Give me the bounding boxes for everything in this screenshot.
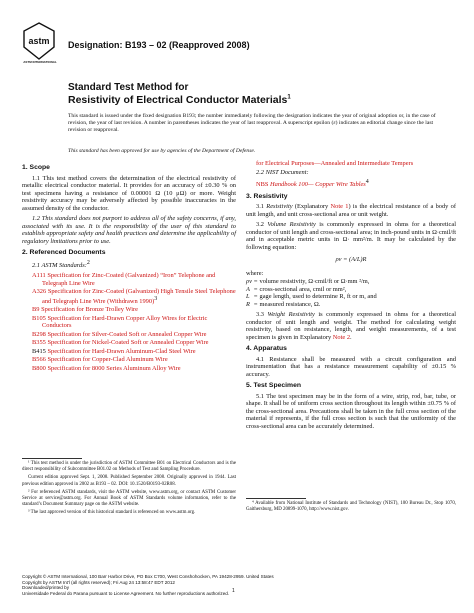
reference-title[interactable]: Specification for Silver-Coated Soft or Annealed Copper Wire: [47, 330, 207, 338]
resistivity-3-1: [246, 203, 456, 218]
reference-code[interactable]: B800: [32, 364, 46, 372]
right-column: [246, 160, 456, 433]
designation: Designation: B193 – 02 (Reapproved 2008): [68, 40, 250, 50]
variable-row: [246, 301, 379, 309]
reference-item[interactable]: [22, 331, 236, 339]
footnote-3: ³ The last approved version of this historical standard is referenced on www.astm.org.: [28, 510, 196, 516]
equals: =: [253, 278, 258, 286]
reference-title[interactable]: Specification for Copper-Clad Aluminum Wire: [47, 356, 168, 364]
reference-title[interactable]: Specification for Hard-Drawn Copper Alloy Wires for Electric Conductors: [42, 314, 208, 330]
reference-code: B415: [32, 347, 46, 355]
variable-symbol: L: [246, 293, 250, 301]
dod-approval-note: This standard has been approved for use by agencies of the Department of Defense.: [68, 148, 256, 154]
reference-code[interactable]: A111: [32, 272, 46, 280]
variable-definition: gage length, used to determine R, ft or m, and: [259, 293, 377, 301]
reference-list: [22, 272, 236, 372]
section-referenced-heading: 2. Referenced Documents: [22, 249, 106, 256]
nist-subheading: [246, 169, 456, 177]
footnote-1: ¹ This test method is under the jurisdiction of ASTM Committee B01 on Electrical Conductors and is the direct responsibility of Subcommittee B01.02 on Methods of Test and Sampling Procedure.: [22, 461, 236, 473]
nist-footnote-mark: 4: [365, 179, 369, 185]
footnote-1-edition: Current edition approved Sept. 1, 2008. Published September 2008. Originally approved in 1944. Last previous edition approved in 2002 as B193 – 02. DOI: 10.1520/B0193-02R08.: [22, 475, 236, 487]
left-column: [22, 160, 236, 373]
nist-title[interactable]: Handbook 100— Copper Wire Tables: [270, 181, 366, 189]
footnotes-right: [246, 498, 456, 515]
para-text: .: [350, 333, 352, 341]
para-text: is commonly expressed in ohms for a theoretical conductor of unit length and weight. The method for calculating weight resistivity, based on resistance, length, and weight measurements, of a test specimen is given in Explanatory: [246, 311, 456, 341]
issuance-note: This standard is issued under the fixed designation B193; the number immediately following the designation indicates the year of original adoption or, in the case of revision, the year of last revision. A number in parentheses indicates the year of last reapproval. A superscript epsilon (ε) indicates an editorial change since the last revision or reapproval.: [68, 113, 436, 134]
variable-row: [246, 286, 379, 294]
page-footer: [22, 574, 452, 596]
nist-code[interactable]: NBS: [256, 181, 269, 189]
reference-code[interactable]: B9: [32, 306, 40, 314]
title-footnote-mark: 1: [287, 94, 291, 101]
variable-symbol: R: [246, 300, 250, 308]
standard-title: [68, 94, 291, 106]
reference-title[interactable]: Specification for 8000 Series Aluminum Alloy Wire: [47, 364, 181, 372]
variable-definition: volume resistivity, Ω·cmil/ft or Ω·mm ²/m,: [259, 278, 370, 286]
variable-definitions: [246, 278, 379, 308]
apparatus-4-1: 4.1 Resistance shall be measured with a circuit configuration and instrumentation that has a resistance measurement capability of ±0.15 % accuracy.: [246, 355, 456, 378]
section-resistivity-heading: 3. Resistivity: [246, 192, 288, 200]
astm-standards-label: 2.1 ASTM Standards:: [32, 261, 87, 269]
section-apparatus-heading: 4. Apparatus: [246, 345, 287, 353]
para-text: (Explanatory: [292, 203, 331, 211]
term: Resistivity: [266, 203, 293, 211]
para-number: 3.3: [256, 311, 268, 319]
svg-text:astm: astm: [28, 36, 50, 46]
reference-title-cont[interactable]: for Electrical Purposes—Annealed and Intermediate Tempers: [256, 160, 414, 167]
para-text: is commonly expressed in ohms for a theoretical conductor of unit length and cross-sectional area; in inch-pound units in Ω·cmil/ft and in acceptable metric units in Ω· mm²/m. It may be calculated by the following equation:: [246, 221, 456, 251]
license-line: Copyright by ASTM Int'l (all rights reserved); Fri Aug 24 13:58:47 EDT 2012: [22, 579, 175, 585]
reference-item[interactable]: [22, 306, 236, 314]
para-text: ) is the electrical resistance of a body of unit length, and unit cross-sectional area or unit weight.: [246, 203, 457, 218]
reference-title[interactable]: Specification for Zinc-Coated (Galvanized) “Iron” Telephone and Telegraph Line Wire: [42, 272, 216, 287]
logo-caption: ASTM INTERNATIONAL: [23, 60, 57, 64]
reference-code[interactable]: B105: [32, 314, 46, 322]
reference-title[interactable]: Specification for Bronze Trolley Wire: [41, 306, 138, 314]
nist-reference[interactable]: [246, 179, 456, 189]
reference-code[interactable]: B298: [32, 330, 46, 338]
reference-code[interactable]: B566: [32, 356, 46, 364]
footnotes-left: [22, 458, 236, 519]
reference-item[interactable]: [22, 348, 236, 356]
para-number: 3.1: [256, 203, 267, 211]
page-number: 1: [232, 588, 235, 594]
variable-symbol: ρv: [246, 278, 252, 286]
reference-footnote-mark: 3: [154, 295, 158, 302]
variable-row: [246, 293, 379, 301]
reference-item[interactable]: [22, 365, 236, 373]
standard-pre-title: Standard Test Method for: [68, 82, 189, 93]
scope-1-1: 1.1 This test method covers the determination of the electrical resistivity of metallic electrical conductor material. It provides for an accuracy of ±0.30 % on test specimens having a resistance of 0.00001 Ω (10 μΩ) or more. Weight resistivity accuracy may be adversely affected by possible inaccuracies in the assumed density of the conductor.: [22, 174, 236, 212]
reference-title[interactable]: Specification for Hard-Drawn Aluminum-Clad Steel Wire: [47, 347, 196, 355]
reference-item[interactable]: [22, 288, 236, 305]
equals: =: [253, 285, 258, 293]
download-line: Downloaded/printed by: [22, 585, 69, 591]
reference-item[interactable]: [22, 339, 236, 347]
variable-row: [246, 278, 379, 286]
standard-title-text: Resistivity of Electrical Conductor Materials: [68, 94, 288, 106]
note-link[interactable]: Note 2: [332, 333, 351, 341]
reference-item[interactable]: [22, 315, 236, 330]
reference-title[interactable]: Specification for Zinc-Coated (Galvanized) High Tensile Steel Telephone and Telegraph Line Wire (Withdrawn 1990): [42, 288, 236, 305]
footnote-4: ⁴ Available from National Institute of Standards and Technology (NIST), 100 Bureau Dr., Stop 1070, Gaithersburg, MD 20899-1070, http://www.nist.gov.: [246, 501, 456, 513]
equals: =: [253, 293, 258, 301]
reference-code[interactable]: A326: [32, 288, 47, 296]
scope-1-2: 1.2 This standard does not purport to address all of the safety concerns, if any, associated with its use. It is the responsibility of the user of this standard to establish appropriate safety and health practices and determine the applicability of regulatory limitations prior to use.: [22, 215, 236, 245]
variable-definition: cross-sectional area, cmil or mm²,: [259, 285, 347, 293]
reference-continuation[interactable]: [246, 160, 456, 168]
term: Weight Resistivity: [267, 311, 315, 319]
volume-resistivity-formula: ρv = (A/L)R: [335, 256, 367, 264]
nist-label: 2.2 NIST Document:: [256, 168, 309, 176]
reference-item[interactable]: [22, 272, 236, 287]
astm-logo: [22, 22, 56, 62]
specimen-5-1: 5.1 The test specimen may be in the form of a wire, strip, rod, bar, tube, or shape. It shall be of uniform cross section throughout its length within ±0.75 % of the cross-sectional area. Precautions shall be taken in the full cross section of the material if represents, if the full cross section is such that the uniformity of the cross-sectional area can be accurately determined.: [246, 392, 456, 430]
astm-standards-fn: 2: [86, 259, 90, 266]
section-specimen-heading: 5. Test Specimen: [246, 382, 302, 390]
resistivity-3-3: [246, 311, 456, 341]
copyright-line: Copyright © ASTM International, 100 Barr Harbor Drive, PO Box C700, West Conshohocken, PA 19428-2959. United States: [22, 574, 274, 579]
para-number: 3.2: [256, 221, 268, 229]
variable-symbol: A: [246, 285, 250, 293]
variable-definition: measured resistance, Ω.: [259, 300, 321, 308]
equals: =: [253, 300, 258, 308]
astm-standards-subheading: [22, 260, 236, 270]
where-label: where:: [246, 269, 264, 277]
reference-title[interactable]: Specification for Nickel-Coated Soft or Annealed Copper Wire: [47, 339, 209, 347]
footnote-2: ² For referenced ASTM standards, visit the ASTM website, www.astm.org, or contact ASTM Customer Service at service@astm.org. For Annual Book of ASTM Standards volume information, refer to the standard’s Document Summary page on the ASTM website.: [22, 489, 236, 508]
reference-code[interactable]: B355: [32, 339, 46, 347]
footnote-divider: [246, 498, 306, 499]
footnote-divider: [22, 458, 82, 459]
reference-item[interactable]: [22, 356, 236, 364]
note-link[interactable]: Note 1: [330, 203, 349, 211]
resistivity-3-2: [246, 221, 456, 251]
term: Volume Resistivity: [267, 221, 316, 229]
university-line: Universidade Federal do Parana pursuant to License Agreement. No further reproductions authorized.: [22, 590, 230, 596]
section-scope-heading: 1. Scope: [22, 164, 50, 171]
